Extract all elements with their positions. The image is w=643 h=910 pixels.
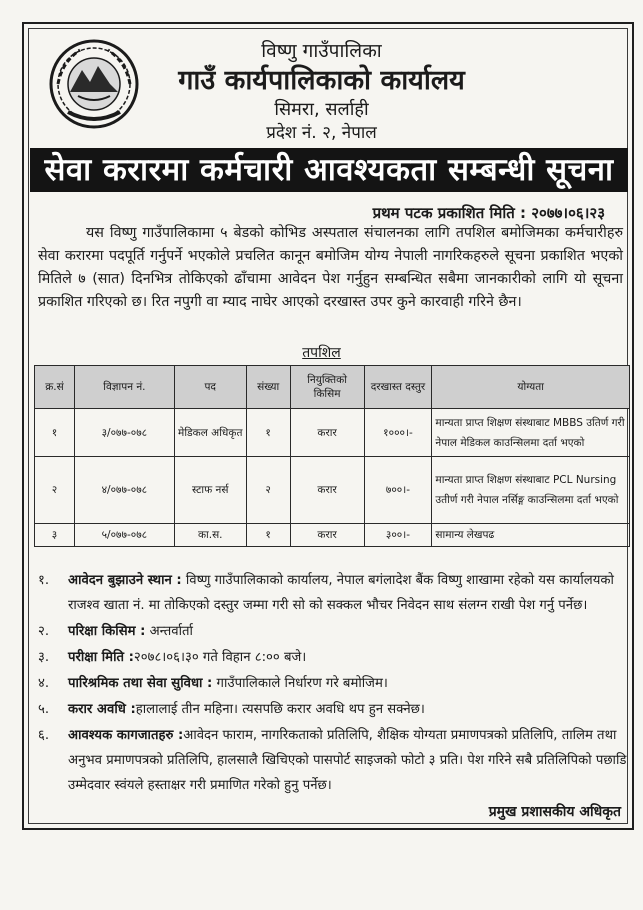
col-advert-header: विज्ञापन नं. (74, 366, 174, 409)
table-row (35, 457, 630, 524)
note-item (38, 723, 628, 798)
note-item (38, 697, 628, 722)
note-item (38, 568, 628, 618)
intro-paragraph (38, 222, 623, 314)
note-number: १. (38, 573, 50, 588)
table-caption: तपशिल (302, 345, 341, 361)
cell-count: १ (246, 524, 290, 547)
cell-advert-no: ३/०७७-०७८ (74, 409, 174, 457)
cell-qualification: मान्यता प्राप्त शिक्षण संस्थाबाट MBBS उतिर्ण गरी नेपाल मेडिकल काउन्सिलमा दर्ता भएको (432, 409, 630, 457)
note-text: गाउँपालिकाले निर्धारण गरे बमोजिम। (212, 676, 388, 691)
note-label: आवश्यक कागजातहरु : (68, 728, 184, 743)
cell-fee: ७००।- (364, 457, 432, 524)
cell-sn: १ (35, 409, 75, 457)
table-row (35, 524, 630, 547)
cell-fee: ३००।- (364, 524, 432, 547)
cell-fee: १०००।- (364, 409, 432, 457)
signer-title: प्रमुख प्रशासकीय अधिकृत (488, 804, 621, 820)
note-label: पारिश्रमिक तथा सेवा सुविधा : (68, 676, 213, 691)
province: प्रदेश नं. २, नेपाल (266, 123, 377, 143)
cell-count: २ (246, 457, 290, 524)
cell-qualification: मान्यता प्राप्त शिक्षण संस्थाबाट PCL Nursing उतीर्ण गरी नेपाल नर्सिङ्ग काउन्सिलमा दर्ता भएको (432, 457, 630, 524)
note-label: आवेदन बुझाउने स्थान : (68, 573, 182, 588)
note-number: ५. (38, 702, 50, 717)
cell-type: करार (290, 457, 364, 524)
note-number: ३. (38, 650, 50, 665)
cell-post: स्टाफ नर्स (174, 457, 246, 524)
notes-list (38, 568, 628, 799)
cell-qualification: सामान्य लेखपढ (432, 524, 630, 547)
intro-text: यस विष्णु गाउँपालिकामा ५ बेडको कोभिड अस्पताल संचालनका लागि तपशिल बमोजिमका कर्मचारीहरु सेवा करारमा पदपूर्ति गर्नुपर्ने भएकोले प्रचलित कानून बमोजिम योग्य नेपाली नागरिकहरुले सूचना प्रकाशित भएको मितिले ७ (सात) दिनभित्र तोकिएको ढाँचामा आवेदन पेश गर्नुहुन सम्बन्धित सबैमा जानकारीको लागि यो सूचना प्रकाशित गरिएको छ। रित नपुगी वा म्याद नाघेर आएको दरखास्त उपर कुने कारवाही गरिने छैन। (38, 225, 623, 310)
note-item (38, 671, 628, 696)
cell-post: का.स. (174, 524, 246, 547)
office-name: गाउँ कार्यपालिकाको कार्यालय (178, 65, 465, 96)
col-qualification-header: योग्यता (432, 366, 630, 409)
note-text: आवेदन फाराम, नागरिकताको प्रतिलिपि, शैक्षिक योग्यता प्रमाणपत्रको प्रतिलिपि, तालिम तथा अनुभव प्रमाणपत्रको प्रतिलिपि, हालसालै खिचिएको पासपोर्ट साइजको फोटो ३ प्रति। पेश गरिने सबै प्रतिलिपिको पछाडि उम्मेदवार स्वंयले हस्ताक्षर गरी प्रमाणित गरेको हुनु पर्नेछ। (68, 728, 627, 793)
vacancy-table (34, 365, 630, 547)
cell-type: करार (290, 524, 364, 547)
cell-sn: २ (35, 457, 75, 524)
cell-advert-no: ५/०७७-०७८ (74, 524, 174, 547)
note-text: हालालाई तीन महिना। त्यसपछि करार अवधि थप हुन सक्नेछ। (135, 702, 425, 717)
note-label: परीक्षा मिति : (68, 650, 134, 665)
note-text: विष्णु गाउँपालिकाको कार्यालय, नेपाल बगंलादेश बैंक विष्णु शाखामा रहेको यस कार्यालयको राजश्व खाता नं. मा तोकिएको दस्तुर जम्मा गरी सो को सक्कल भौचर निवेदन साथ संलग्न राखी पेश गर्नु पर्नेछ। (68, 573, 614, 613)
note-text: २०७८।०६।३० गते विहान ८:०० बजे। (133, 650, 307, 665)
office-location: सिमरा, सर्लाही (274, 99, 369, 120)
col-fee-header: दरखास्त दस्तुर (364, 366, 432, 409)
note-number: ४. (38, 676, 50, 691)
note-label: परिक्षा किसिम : (68, 624, 146, 639)
note-label: करार अवधि : (68, 702, 136, 717)
cell-advert-no: ४/०७७-०७८ (74, 457, 174, 524)
notice-title-banner: सेवा करारमा कर्मचारी आवश्यकता सम्बन्धी सूचना (30, 148, 628, 192)
publish-date: प्रथम पटक प्रकाशित मिति : २०७७।०६।२३ (372, 204, 605, 222)
col-type-header: नियुक्तिको किसिम (290, 366, 364, 409)
cell-type: करार (290, 409, 364, 457)
note-item (38, 619, 628, 644)
note-number: ६. (38, 728, 50, 743)
note-item (38, 645, 628, 670)
col-post-header: पद (174, 366, 246, 409)
municipality-name: विष्णु गाउँपालिका (261, 40, 382, 62)
note-number: २. (38, 624, 50, 639)
cell-post: मेडिकल अधिकृत (174, 409, 246, 457)
note-text: अन्तर्वार्ता (145, 624, 193, 639)
cell-sn: ३ (35, 524, 75, 547)
table-header-row (35, 366, 630, 409)
col-count-header: संख्या (246, 366, 290, 409)
col-sn-header: क्र.सं (35, 366, 75, 409)
table-row (35, 409, 630, 457)
cell-count: १ (246, 409, 290, 457)
